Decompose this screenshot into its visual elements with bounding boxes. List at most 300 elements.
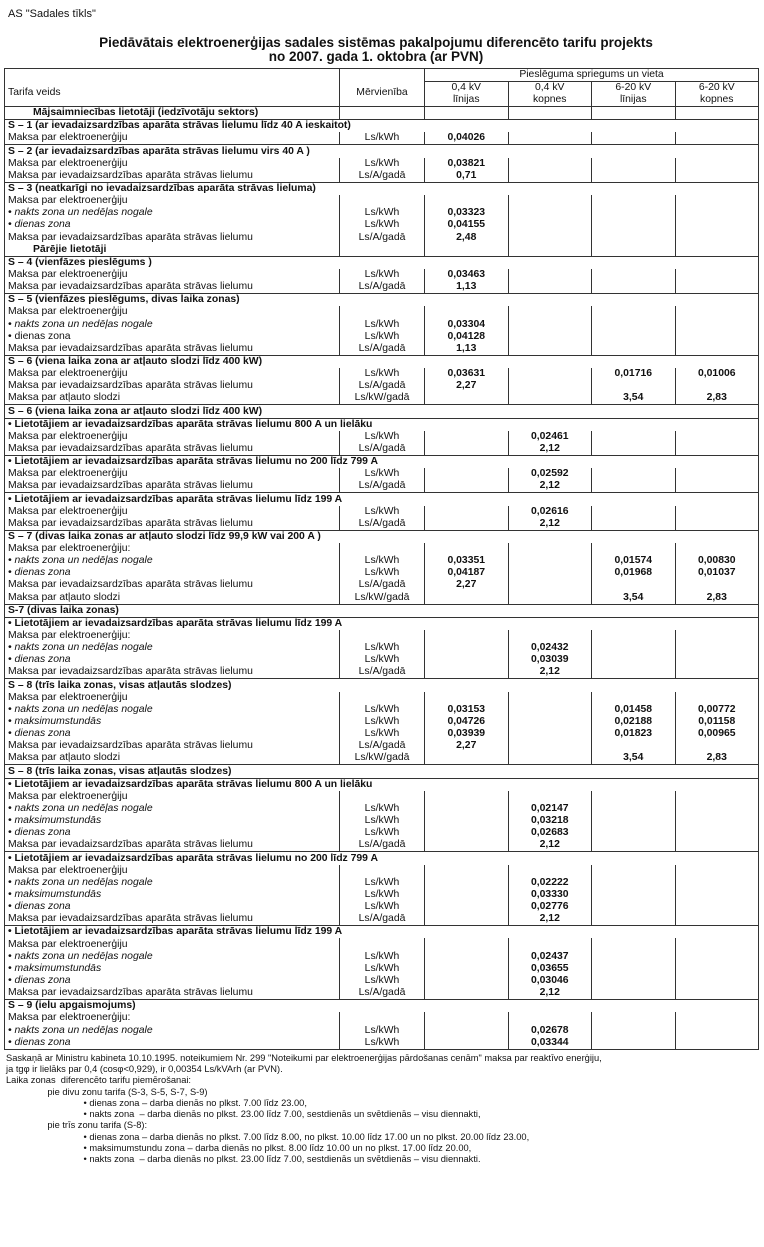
value-cell xyxy=(675,443,759,456)
section-heading: Mājsaimniecības lietotāji (iedzīvotāju sektors) xyxy=(5,107,340,120)
unit-cell xyxy=(340,630,425,642)
row-label: • dienas zona xyxy=(8,1036,71,1048)
value-cell xyxy=(508,716,592,728)
tariff-table xyxy=(4,68,759,1050)
footnote-line: pie divu zonu tarifa (S-3, S-5, S-7, S-9) xyxy=(6,1086,208,1097)
header-col-2: 0,4 kV kopnes xyxy=(508,82,592,107)
value-cell: 2,83 xyxy=(675,591,759,604)
value-cell xyxy=(508,269,592,281)
table-row xyxy=(5,543,759,555)
table-row xyxy=(5,170,759,183)
value-cell: 0,71 xyxy=(425,170,509,183)
unit-cell xyxy=(340,692,425,704)
row-label: • dienas zona xyxy=(8,219,71,231)
table-row xyxy=(5,926,759,939)
unit-cell: Ls/kWh xyxy=(340,877,425,889)
value-cell: 0,03304 xyxy=(425,318,509,330)
footnote-line: Saskaņā ar Ministru kabineta 10.10.1995. noteikumiem Nr. 299 "Noteikumi par elektroenerģijas pārdošanas cenām" maksa par reaktīvo enerģiju, xyxy=(6,1052,602,1063)
unit-cell xyxy=(340,791,425,803)
value-cell xyxy=(675,306,759,318)
value-cell xyxy=(425,543,509,555)
unit-cell: Ls/kWh xyxy=(340,716,425,728)
footnotes xyxy=(6,1053,748,1166)
value-cell: 0,02616 xyxy=(508,506,592,518)
table-row xyxy=(5,803,759,815)
table-row xyxy=(5,132,759,145)
value-cell xyxy=(592,865,676,877)
value-cell xyxy=(675,518,759,531)
value-cell xyxy=(592,170,676,183)
value-cell xyxy=(425,839,509,852)
unit-cell: Ls/A/gadā xyxy=(340,443,425,456)
header-col-4: 6-20 kV kopnes xyxy=(675,82,759,107)
table-row xyxy=(5,530,759,543)
value-cell: 2,27 xyxy=(425,579,509,591)
value-cell: 0,02222 xyxy=(508,877,592,889)
unit-cell: Ls/kWh xyxy=(340,219,425,231)
unit-cell: Ls/A/gadā xyxy=(340,518,425,531)
row-label: Maksa par ievadaizsardzības aparāta strāvas lielumu xyxy=(8,442,253,454)
value-cell xyxy=(592,791,676,803)
empty-cell xyxy=(340,244,425,257)
tariff-subgroup-heading: • Lietotājiem ar ievadaizsardzības aparāta strāvas lielumu līdz 199 A xyxy=(5,926,759,939)
row-label: Maksa par elektroenerģiju xyxy=(8,430,128,442)
value-cell: 3,54 xyxy=(592,752,676,765)
unit-cell: Ls/kWh xyxy=(340,704,425,716)
value-cell xyxy=(675,839,759,852)
unit-cell: Ls/kWh xyxy=(340,567,425,579)
unit-cell: Ls/kWh xyxy=(340,654,425,666)
value-cell xyxy=(592,951,676,963)
value-cell xyxy=(592,231,676,243)
table-row xyxy=(5,567,759,579)
value-cell xyxy=(425,306,509,318)
unit-cell xyxy=(340,938,425,950)
value-cell: 0,03821 xyxy=(425,158,509,170)
empty-cell xyxy=(425,244,509,257)
value-cell xyxy=(508,1012,592,1024)
value-cell xyxy=(675,865,759,877)
empty-cell xyxy=(425,107,509,120)
table-row xyxy=(5,728,759,740)
value-cell xyxy=(675,654,759,666)
value-cell xyxy=(592,642,676,654)
value-cell: 2,12 xyxy=(508,480,592,493)
value-cell xyxy=(675,158,759,170)
unit-cell: Ls/A/gadā xyxy=(340,839,425,852)
value-cell: 0,01716 xyxy=(592,368,676,380)
value-cell xyxy=(675,740,759,752)
row-label: Maksa par elektroenerģiju xyxy=(8,132,128,144)
unit-cell: Ls/kWh xyxy=(340,431,425,443)
header-tarifa-veids: Tarifa veids xyxy=(8,86,61,98)
value-cell xyxy=(592,269,676,281)
unit-cell: Ls/kWh xyxy=(340,318,425,330)
table-row xyxy=(5,107,759,120)
unit-cell: Ls/kWh xyxy=(340,951,425,963)
value-cell: 0,04026 xyxy=(425,132,509,145)
table-row xyxy=(5,145,759,158)
value-cell xyxy=(592,207,676,219)
row-label: Maksa par elektroenerģiju xyxy=(8,505,128,517)
table-row xyxy=(5,827,759,839)
value-cell: 0,02437 xyxy=(508,951,592,963)
tariff-subgroup-heading: • Lietotājiem ar ievadaizsardzības aparāta strāvas lielumu 800 A un lielāku xyxy=(5,778,759,791)
table-row xyxy=(5,418,759,431)
footnote-line: • nakts zona – darba dienās no plkst. 23.00 līdz 7.00, sestdienās un svētdienās – visu diennakti, xyxy=(6,1109,481,1120)
value-cell xyxy=(425,518,509,531)
value-cell xyxy=(425,791,509,803)
value-cell: 0,02147 xyxy=(508,803,592,815)
value-cell xyxy=(592,692,676,704)
value-cell xyxy=(592,901,676,913)
value-cell xyxy=(425,443,509,456)
table-row xyxy=(5,555,759,567)
table-row xyxy=(5,963,759,975)
value-cell xyxy=(508,791,592,803)
unit-cell xyxy=(340,195,425,207)
table-row xyxy=(5,392,759,405)
row-label: Maksa par elektroenerģiju xyxy=(8,368,128,380)
value-cell xyxy=(592,219,676,231)
value-cell xyxy=(508,132,592,145)
value-cell xyxy=(675,815,759,827)
unit-cell: Ls/A/gadā xyxy=(340,666,425,679)
value-cell xyxy=(675,951,759,963)
value-cell: 0,01037 xyxy=(675,567,759,579)
unit-cell: Ls/A/gadā xyxy=(340,480,425,493)
table-row xyxy=(5,617,759,630)
value-cell xyxy=(592,132,676,145)
value-cell xyxy=(425,1037,509,1050)
unit-cell: Ls/A/gadā xyxy=(340,740,425,752)
value-cell xyxy=(592,380,676,392)
empty-cell xyxy=(675,244,759,257)
value-cell: 0,03939 xyxy=(425,728,509,740)
unit-cell: Ls/A/gadā xyxy=(340,987,425,1000)
value-cell xyxy=(508,591,592,604)
row-label: • dienas zona xyxy=(8,827,71,839)
table-row xyxy=(5,839,759,852)
value-cell xyxy=(508,692,592,704)
value-cell xyxy=(592,877,676,889)
value-cell xyxy=(425,468,509,480)
tariff-group-heading: S – 9 (ielu apgaismojums) xyxy=(5,1000,759,1013)
unit-cell: Ls/kWh xyxy=(340,1024,425,1036)
empty-cell xyxy=(508,107,592,120)
value-cell: 0,03323 xyxy=(425,207,509,219)
value-cell: 0,02461 xyxy=(508,431,592,443)
table-row xyxy=(5,431,759,443)
table-row xyxy=(5,518,759,531)
unit-cell: Ls/A/gadā xyxy=(340,579,425,591)
value-cell xyxy=(675,318,759,330)
unit-cell: Ls/A/gadā xyxy=(340,343,425,356)
value-cell xyxy=(592,975,676,987)
table-row xyxy=(5,158,759,170)
value-cell xyxy=(592,839,676,852)
value-cell xyxy=(508,306,592,318)
table-row xyxy=(5,630,759,642)
value-cell xyxy=(425,913,509,926)
table-row xyxy=(5,778,759,791)
value-cell xyxy=(508,728,592,740)
row-label: Maksa par elektroenerģiju xyxy=(8,306,128,318)
table-row xyxy=(5,604,759,617)
value-cell xyxy=(592,480,676,493)
table-row xyxy=(5,355,759,368)
value-cell xyxy=(675,938,759,950)
tariff-group-heading: S – 4 (vienfāzes pieslēgums ) xyxy=(5,256,759,269)
row-label: Maksa par elektroenerģiju: xyxy=(8,1012,131,1024)
table-row xyxy=(5,207,759,219)
value-cell: 3,54 xyxy=(592,392,676,405)
table-row xyxy=(5,493,759,506)
row-label: • dienas zona xyxy=(8,728,71,740)
row-label: Maksa par elektroenerģiju xyxy=(8,268,128,280)
value-cell: 2,12 xyxy=(508,666,592,679)
value-cell xyxy=(592,158,676,170)
row-label: Maksa par elektroenerģiju: xyxy=(8,630,131,642)
value-cell xyxy=(508,380,592,392)
value-cell: 2,27 xyxy=(425,740,509,752)
table-row xyxy=(5,1012,759,1024)
value-cell: 0,01006 xyxy=(675,368,759,380)
row-label: Maksa par ievadaizsardzības aparāta strāvas lielumu xyxy=(8,913,253,925)
value-cell xyxy=(675,207,759,219)
value-cell: 0,03046 xyxy=(508,975,592,987)
table-row xyxy=(5,1024,759,1036)
row-label: • dienas zona xyxy=(8,330,71,342)
row-label: Maksa par ievadaizsardzības aparāta strāvas lielumu xyxy=(8,579,253,591)
unit-cell: Ls/kW/gadā xyxy=(340,752,425,765)
table-row xyxy=(5,938,759,950)
row-label: • maksimumstundās xyxy=(8,815,102,827)
tariff-group-heading: S – 5 (vienfāzes pieslēgums, divas laika zonas) xyxy=(5,294,759,307)
value-cell xyxy=(425,480,509,493)
table-row xyxy=(5,368,759,380)
table-row xyxy=(5,182,759,195)
unit-cell: Ls/kWh xyxy=(340,1037,425,1050)
value-cell xyxy=(508,392,592,405)
table-row xyxy=(5,679,759,692)
value-cell xyxy=(508,555,592,567)
value-cell xyxy=(508,343,592,356)
value-cell xyxy=(592,331,676,343)
unit-cell: Ls/kWh xyxy=(340,207,425,219)
table-row xyxy=(5,281,759,294)
value-cell xyxy=(675,219,759,231)
value-cell xyxy=(425,815,509,827)
table-row xyxy=(5,380,759,392)
unit-cell: Ls/kWh xyxy=(340,975,425,987)
value-cell: 2,27 xyxy=(425,380,509,392)
value-cell xyxy=(675,827,759,839)
row-label: • dienas zona xyxy=(8,654,71,666)
value-cell xyxy=(425,752,509,765)
table-row xyxy=(5,752,759,765)
value-cell xyxy=(508,170,592,183)
table-row xyxy=(5,443,759,456)
value-cell xyxy=(425,506,509,518)
value-cell: 3,54 xyxy=(592,591,676,604)
row-label: • nakts zona un nedēļas nogale xyxy=(8,803,153,815)
row-label: • nakts zona un nedēļas nogale xyxy=(8,876,153,888)
value-cell: 0,01458 xyxy=(592,704,676,716)
table-row xyxy=(5,815,759,827)
footnote-line: • dienas zona – darba dienās no plkst. 7.00 līdz 23.00, xyxy=(6,1097,307,1108)
value-cell xyxy=(425,877,509,889)
table-row xyxy=(5,343,759,356)
unit-cell xyxy=(340,865,425,877)
value-cell xyxy=(675,431,759,443)
row-label: • nakts zona un nedēļas nogale xyxy=(8,642,153,654)
value-cell xyxy=(675,791,759,803)
tariff-group-heading: S – 8 (trīs laika zonas, visas atļautās slodzes) xyxy=(5,765,759,778)
value-cell: 0,01574 xyxy=(592,555,676,567)
unit-cell: Ls/kWh xyxy=(340,368,425,380)
value-cell xyxy=(675,506,759,518)
tariff-rows xyxy=(5,107,759,1050)
row-label: • dienas zona xyxy=(8,567,71,579)
value-cell xyxy=(508,579,592,591)
table-row xyxy=(5,318,759,330)
value-cell xyxy=(592,579,676,591)
row-label: • dienas zona xyxy=(8,901,71,913)
row-label: Maksa par elektroenerģiju xyxy=(8,691,128,703)
value-cell xyxy=(675,132,759,145)
row-label: Maksa par elektroenerģiju xyxy=(8,195,128,207)
value-cell xyxy=(592,1024,676,1036)
table-row xyxy=(5,244,759,257)
row-label: Maksa par ievadaizsardzības aparāta strāvas lielumu xyxy=(8,342,253,354)
footnote-line: • nakts zona – darba dienās no plkst. 23.00 līdz 7.00, sestdienās un svētdienās – visu diennakti. xyxy=(6,1154,481,1165)
value-cell: 0,04128 xyxy=(425,331,509,343)
value-cell xyxy=(425,1012,509,1024)
unit-cell: Ls/A/gadā xyxy=(340,281,425,294)
value-cell: 0,01158 xyxy=(675,716,759,728)
row-label: • nakts zona un nedēļas nogale xyxy=(8,207,153,219)
unit-cell: Ls/A/gadā xyxy=(340,170,425,183)
row-label: Maksa par ievadaizsardzības aparāta strāvas lielumu xyxy=(8,839,253,851)
value-cell: 0,00772 xyxy=(675,704,759,716)
title-line-1: Piedāvātais elektroenerģijas sadales sistēmas pakalpojumu diferencēto tarifu projekts xyxy=(99,35,653,50)
value-cell xyxy=(675,480,759,493)
table-row xyxy=(5,1000,759,1013)
value-cell xyxy=(675,231,759,243)
footnote-line: pie trīs zonu tarifa (S-8): xyxy=(6,1120,148,1131)
value-cell xyxy=(508,704,592,716)
value-cell: 1,13 xyxy=(425,343,509,356)
value-cell xyxy=(425,1024,509,1036)
empty-cell xyxy=(592,107,676,120)
table-row xyxy=(5,219,759,231)
table-row xyxy=(5,791,759,803)
value-cell xyxy=(508,219,592,231)
title-line-2: no 2007. gada 1. oktobra (ar PVN) xyxy=(268,49,484,64)
value-cell xyxy=(675,642,759,654)
table-row xyxy=(5,1037,759,1050)
unit-cell: Ls/kWh xyxy=(340,158,425,170)
tariff-group-heading: S – 3 (neatkarīgi no ievadaizsardzības aparāta strāvas lieluma) xyxy=(5,182,759,195)
value-cell xyxy=(425,666,509,679)
value-cell xyxy=(675,1012,759,1024)
row-label: Maksa par atļauto slodzi xyxy=(8,591,121,603)
header-col-3: 6-20 kV līnijas xyxy=(592,82,676,107)
value-cell xyxy=(425,951,509,963)
value-cell xyxy=(425,431,509,443)
value-cell xyxy=(675,1037,759,1050)
value-cell: 0,00965 xyxy=(675,728,759,740)
value-cell xyxy=(592,306,676,318)
value-cell xyxy=(592,506,676,518)
row-label: • maksimumstundās xyxy=(8,889,102,900)
table-row xyxy=(5,889,759,901)
value-cell xyxy=(675,331,759,343)
row-label: Maksa par ievadaizsardzības aparāta strāvas lielumu xyxy=(8,231,253,243)
value-cell xyxy=(675,380,759,392)
unit-cell: Ls/kWh xyxy=(340,901,425,913)
table-row xyxy=(5,480,759,493)
row-label: Maksa par ievadaizsardzības aparāta strāvas lielumu xyxy=(8,380,253,392)
row-label: Maksa par ievadaizsardzības aparāta strāvas lielumu xyxy=(8,987,253,999)
value-cell xyxy=(592,963,676,975)
value-cell: 0,04155 xyxy=(425,219,509,231)
tariff-subgroup-heading: • Lietotājiem ar ievadaizsardzības aparāta strāvas lielumu 800 A un lielāku xyxy=(5,418,759,431)
value-cell: 0,02188 xyxy=(592,716,676,728)
table-row xyxy=(5,591,759,604)
value-cell xyxy=(508,567,592,579)
row-label: Maksa par ievadaizsardzības aparāta strāvas lielumu xyxy=(8,169,253,181)
empty-cell xyxy=(508,244,592,257)
unit-cell: Ls/kWh xyxy=(340,963,425,975)
table-row xyxy=(5,877,759,889)
section-heading: Pārējie lietotāji xyxy=(33,243,107,255)
document-title xyxy=(4,36,748,64)
value-cell xyxy=(675,901,759,913)
value-cell xyxy=(675,975,759,987)
value-cell xyxy=(592,443,676,456)
value-cell xyxy=(675,343,759,356)
value-cell xyxy=(425,803,509,815)
value-cell xyxy=(425,901,509,913)
value-cell xyxy=(425,975,509,987)
table-row xyxy=(5,740,759,752)
value-cell xyxy=(592,518,676,531)
tariff-group-heading: S – 7 (divas laika zonas ar atļauto slodzi līdz 99,9 kW vai 200 A ) xyxy=(5,530,759,543)
value-cell: 0,03351 xyxy=(425,555,509,567)
value-cell xyxy=(508,938,592,950)
value-cell xyxy=(425,692,509,704)
table-row xyxy=(5,120,759,133)
tariff-group-heading: S – 6 (viena laika zona ar atļauto slodzi līdz 400 kW) xyxy=(5,405,759,418)
value-cell xyxy=(425,865,509,877)
value-cell xyxy=(425,591,509,604)
table-row xyxy=(5,951,759,963)
unit-cell: Ls/kWh xyxy=(340,331,425,343)
value-cell xyxy=(425,938,509,950)
header-col-1: 0,4 kV līnijas xyxy=(425,82,509,107)
value-cell: 1,13 xyxy=(425,281,509,294)
row-label: • nakts zona un nedēļas nogale xyxy=(8,555,153,567)
value-cell xyxy=(425,630,509,642)
table-row xyxy=(5,468,759,480)
unit-cell: Ls/kWh xyxy=(340,803,425,815)
table-row xyxy=(5,975,759,987)
value-cell xyxy=(675,963,759,975)
row-label: Maksa par elektroenerģiju xyxy=(8,864,128,876)
company-name: AS "Sadales tīkls" xyxy=(8,8,96,20)
